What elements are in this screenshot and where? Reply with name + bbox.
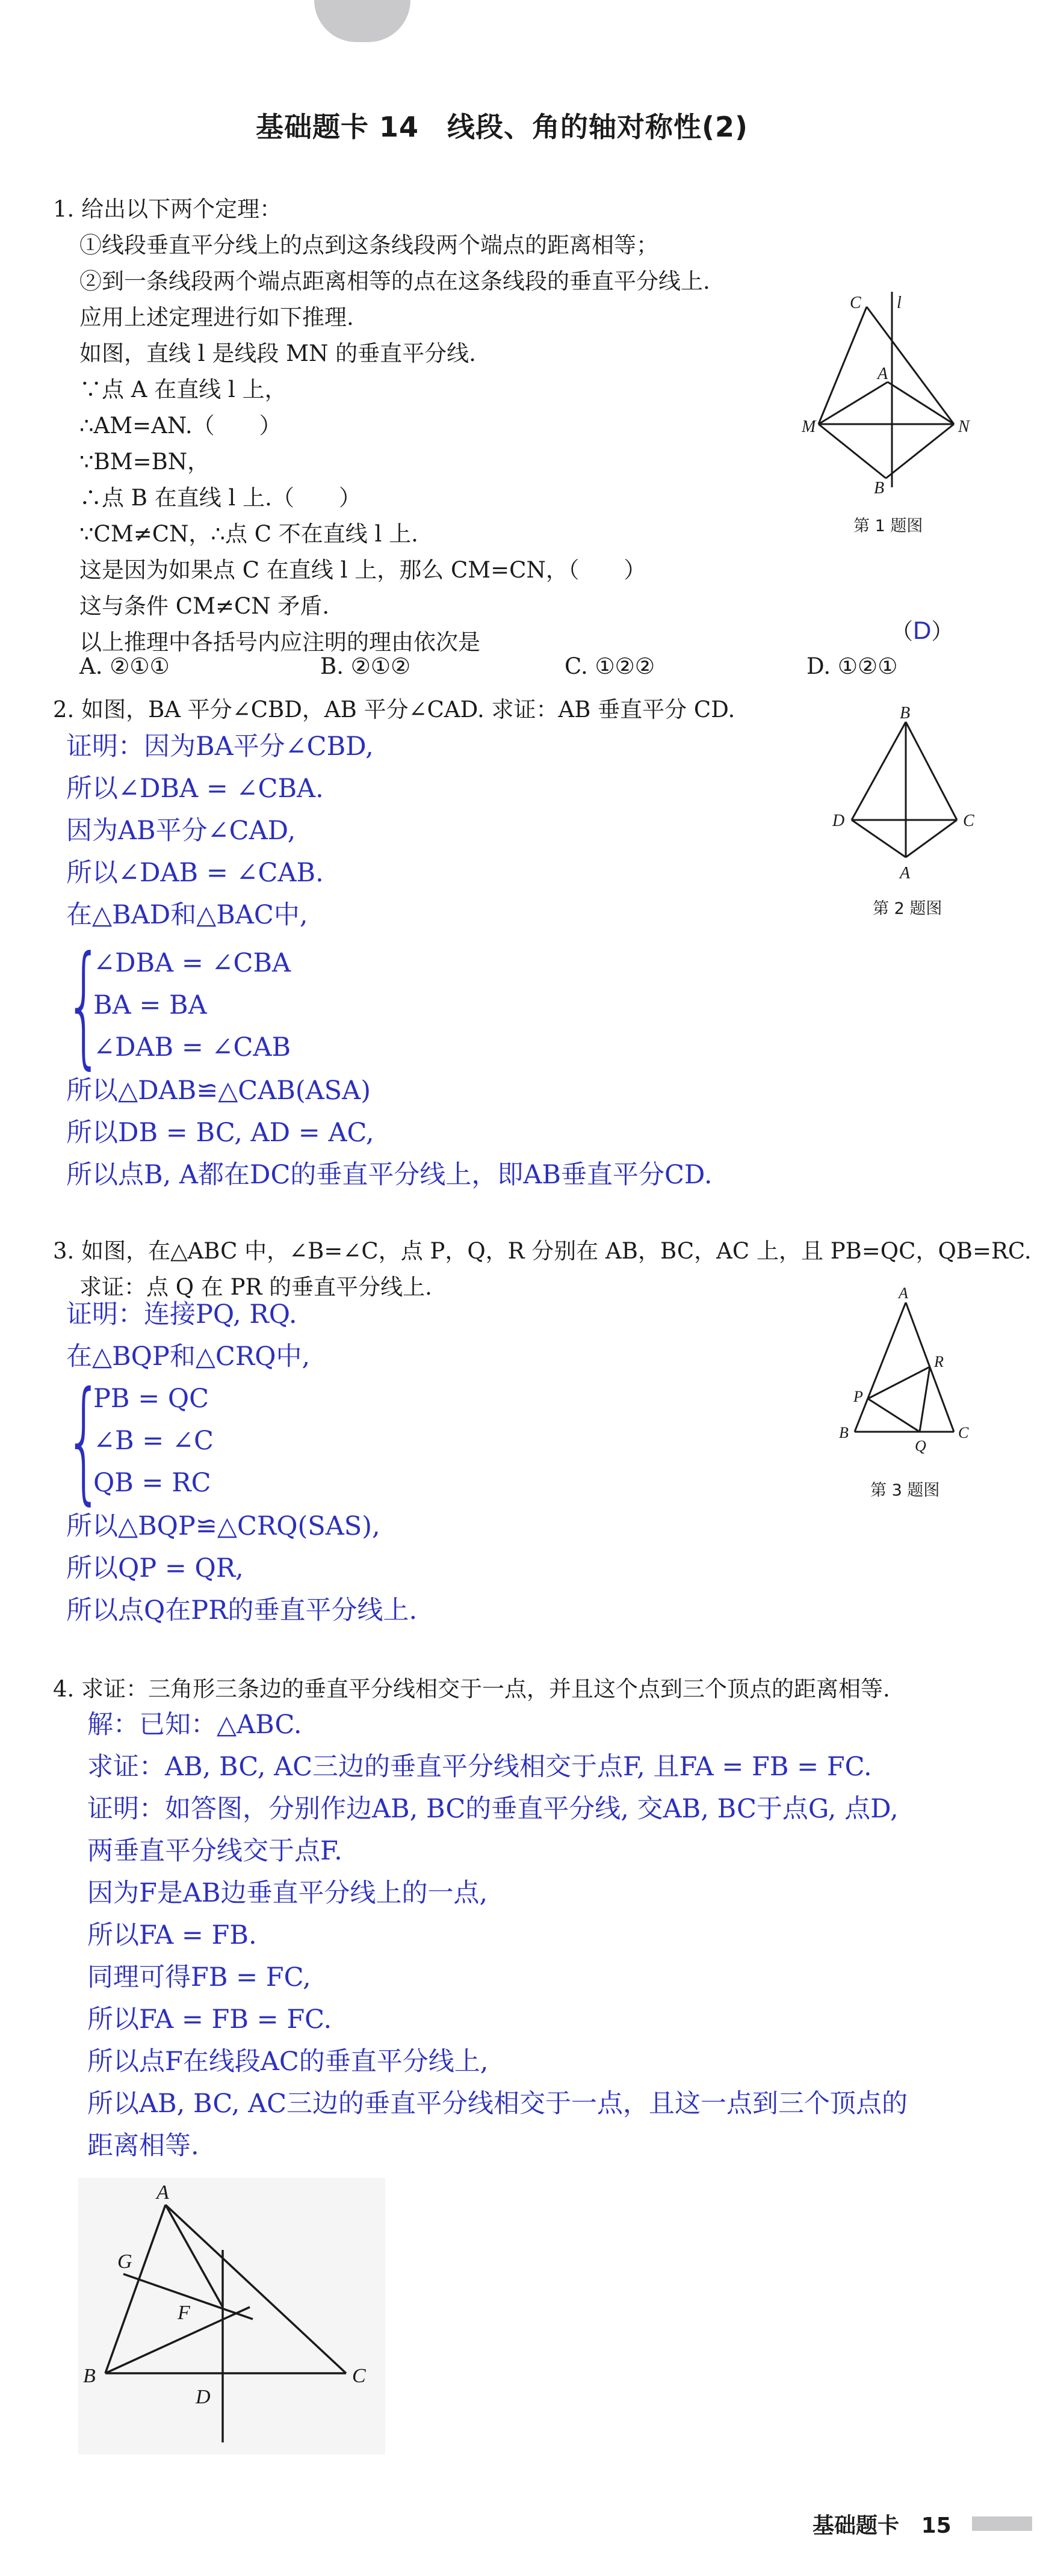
q1-line: 这是因为如果点 C 在直线 l 上，那么 CM=CN，（ ） (79, 557, 646, 583)
q2-proof-line: 在△BAD和△BAC中, (66, 900, 308, 930)
q2-proof-line: 所以∠DBA = ∠CBA. (66, 774, 324, 804)
q4-solution-line: 所以FA = FB. (87, 1920, 257, 1950)
q1-label-l: l (897, 294, 902, 312)
q3-brace-lines (93, 1378, 214, 1504)
top-tab-decoration (314, 0, 410, 42)
q4-solution-line: 求证：AB, BC, AC三边的垂直平分线相交于点F, 且FA = FB = FC. (87, 1752, 872, 1782)
q4-stem: 4. 求证：三角形三条边的垂直平分线相交于一点，并且这个点到三个顶点的距离相等. (53, 1676, 890, 1702)
q3-label-p: P (853, 1388, 863, 1405)
page-title: 基础题卡 14 线段、角的轴对称性(2) (256, 111, 749, 143)
q2-figure-caption: 第 2 题图 (873, 899, 942, 918)
q3-figure (831, 1281, 987, 1456)
q2-label-c: C (963, 812, 974, 830)
q1-answer-slot (891, 612, 953, 650)
q4-solution-line: 解：已知：△ABC. (87, 1710, 302, 1740)
q2-brace-line: BA = BA (93, 990, 207, 1020)
q3-conclusion-line: 所以△BQP≌△CRQ(SAS), (66, 1511, 380, 1541)
q4-label-b: B (83, 2365, 96, 2387)
answer-close-paren: ） (931, 618, 954, 644)
footer-label: 基础题卡 (812, 2513, 900, 2538)
q4-figure (78, 2178, 385, 2454)
q4-label-f: F (178, 2302, 190, 2324)
q3-proof-line: 证明：连接PQ, RQ. (66, 1299, 297, 1330)
q1-line: 1. 给出以下两个定理： (53, 196, 282, 222)
q3-label-b: B (839, 1424, 849, 1441)
q2-proof-line: 因为AB平分∠CAD, (66, 816, 296, 846)
q3-label-c: C (958, 1424, 969, 1441)
q1-line: ∴点 B 在直线 l 上.（ ） (79, 485, 361, 511)
q1-line: ∵CM≠CN，∴点 C 不在直线 l 上. (79, 521, 418, 547)
q1-text (53, 191, 710, 661)
q3-proof-line: 在△BQP和△CRQ中, (66, 1342, 311, 1372)
q2-label-a: A (900, 864, 911, 883)
q4-label-g: G (117, 2251, 132, 2273)
q3-conclusion-line: 所以点Q在PR的垂直平分线上. (66, 1595, 418, 1625)
q1-line: ②到一条线段两个端点距离相等的点在这条线段的垂直平分线上. (79, 268, 710, 294)
footer (812, 2509, 952, 2539)
q4-solution-line: 同理可得FB = FC, (87, 1962, 311, 1992)
page-number: 15 (921, 2513, 952, 2538)
q1-line: 如图，直线 l 是线段 MN 的垂直平分线. (79, 340, 476, 366)
q1-option-b: B. ②①② (320, 653, 411, 679)
q1-answer: D (913, 616, 932, 644)
q3-stem-line: 3. 如图，在△ABC 中，∠B=∠C，点 P，Q，R 分别在 AB，BC，AC 上，且 PB=QC，QB=RC. (53, 1238, 1032, 1264)
q1-label-n: N (958, 418, 970, 436)
q3-brace-line: ∠B = ∠C (93, 1426, 214, 1456)
q1-figure (800, 289, 999, 517)
q2-label-b: B (900, 704, 911, 723)
q1-line: ∵BM=BN， (79, 449, 210, 475)
q1-line: 这与条件 CM≠CN 矛盾. (79, 593, 330, 619)
q2-proof-line: 所以∠DAB = ∠CAB. (66, 858, 324, 888)
q2-brace-line: ∠DAB = ∠CAB (93, 1032, 291, 1062)
q1-line: ∵点 A 在直线 l 上， (79, 377, 287, 402)
q2-conclusion-line: 所以△DAB≌△CAB(ASA) (66, 1076, 371, 1106)
q4-solution-line: 因为F是AB边垂直平分线上的一点, (87, 1878, 488, 1908)
q2-figure (828, 704, 990, 890)
q4-solution-line: 距离相等. (87, 2131, 199, 2161)
q4-solution-line: 证明：如答图，分别作边AB, BC的垂直平分线, 交AB, BC于点G, 点D, (87, 1794, 899, 1824)
q1-label-c: C (850, 294, 861, 312)
q2-brace: { (65, 928, 103, 1082)
q1-line: ∴AM=AN.（ ） (79, 413, 282, 439)
q3-label-r: R (934, 1353, 944, 1370)
q3-stem-line: 求证：点 Q 在 PR 的垂直平分线上. (79, 1274, 432, 1300)
q1-label-a: A (878, 365, 888, 383)
q4-label-d: D (196, 2386, 211, 2408)
q1-figure-caption: 第 1 题图 (853, 517, 923, 535)
q3-conclusion (66, 1505, 417, 1632)
q2-conclusion (66, 1070, 713, 1196)
q2-label-d: D (832, 812, 845, 830)
q1-line: 以上推理中各括号内应注明的理由依次是 (79, 629, 480, 655)
q2-conclusion-line: 所以DB = BC, AD = AC, (66, 1118, 374, 1148)
q3-figure-caption: 第 3 题图 (870, 1481, 940, 1500)
q3-brace-line: QB = RC (93, 1468, 211, 1498)
q2-brace-lines (93, 942, 291, 1068)
q1-line: ①线段垂直平分线上的点到这条线段两个端点的距离相等； (79, 232, 658, 258)
q1-option-a: A. ②①① (79, 653, 170, 679)
q3-label-a: A (899, 1284, 908, 1302)
answer-open-paren: （ (891, 618, 913, 644)
q4-solution-line: 所以点F在线段AC的垂直平分线上, (87, 2047, 489, 2077)
q1-label-m: M (802, 418, 816, 436)
footer-bar-decoration (972, 2516, 1032, 2531)
q2-proof-line: 证明：因为BA平分∠CBD, (66, 732, 374, 762)
q3-brace-line: PB = QC (93, 1384, 209, 1414)
q3-brace: { (65, 1363, 103, 1517)
q2-proof (66, 726, 374, 936)
q4-solution-line: 所以AB, BC, AC三边的垂直平分线相交于一点，且这一点到三个顶点的 (87, 2089, 908, 2119)
q1-line: 应用上述定理进行如下推理. (79, 304, 354, 330)
q1-label-b: B (874, 479, 885, 498)
q4-solution (87, 1704, 908, 2167)
q4-label-c: C (352, 2365, 366, 2387)
q3-label-q: Q (915, 1437, 926, 1455)
q2-brace-line: ∠DBA = ∠CBA (93, 948, 291, 978)
q1-option-d: D. ①②① (806, 653, 898, 679)
q4-solution-line: 所以FA = FB = FC. (87, 2004, 332, 2035)
q2-stem: 2. 如图，BA 平分∠CBD，AB 平分∠CAD. 求证：AB 垂直平分 CD. (53, 697, 735, 723)
q3-conclusion-line: 所以QP = QR, (66, 1553, 244, 1583)
q1-option-c: C. ①②② (565, 653, 655, 679)
q4-solution-line: 两垂直平分线交于点F. (87, 1836, 342, 1866)
q4-label-a: A (156, 2181, 169, 2204)
q2-conclusion-line: 所以点B, A都在DC的垂直平分线上，即AB垂直平分CD. (66, 1160, 713, 1190)
